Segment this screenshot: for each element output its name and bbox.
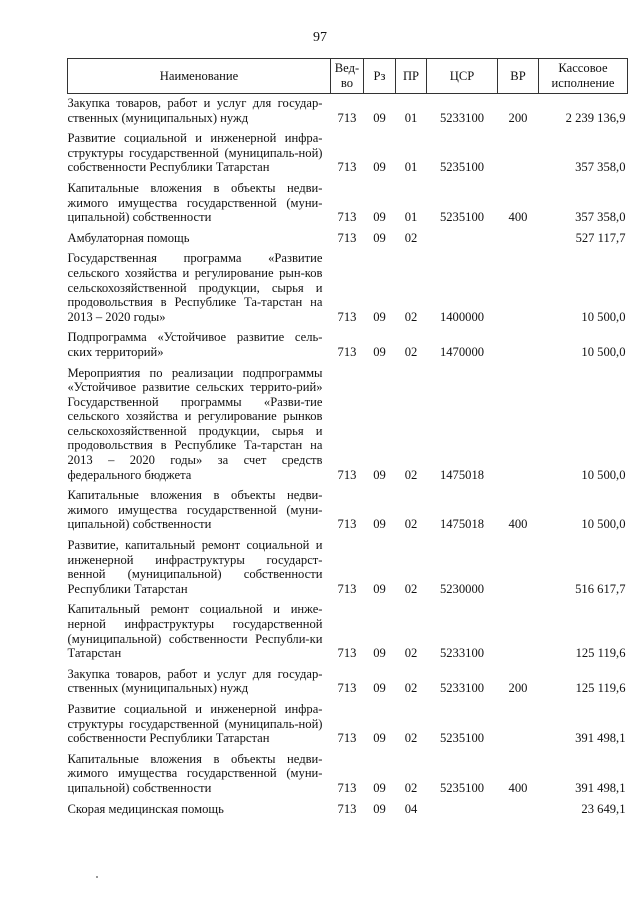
row-csr: 5235100 xyxy=(439,780,485,795)
row-csr: 1475018 xyxy=(439,467,485,482)
header-pr: ПР xyxy=(396,59,427,94)
header-vr: ВР xyxy=(498,59,539,94)
row-csr: 5233100 xyxy=(439,110,485,125)
row-pr: 01 xyxy=(404,210,418,225)
table-header-row xyxy=(68,59,628,94)
row-ved: 713 xyxy=(337,581,357,596)
table-row xyxy=(68,532,628,596)
row-vr xyxy=(498,245,539,324)
row-pr: 02 xyxy=(404,467,418,482)
row-vr xyxy=(498,225,539,246)
row-ved: 713 xyxy=(337,731,357,746)
row-amount: 125 119,6 xyxy=(575,681,626,696)
row-csr xyxy=(427,796,498,817)
row-amount: 357 358,0 xyxy=(575,210,626,225)
row-ved: 713 xyxy=(337,646,357,661)
row-amount: 357 358,0 xyxy=(575,160,626,175)
row-ved: 713 xyxy=(337,780,357,795)
table-row xyxy=(68,125,628,175)
row-csr: 5235100 xyxy=(439,210,485,225)
row-ved: 713 xyxy=(337,160,357,175)
table-row xyxy=(68,245,628,324)
table-row xyxy=(68,661,628,696)
scan-dot xyxy=(96,876,98,878)
row-csr: 5230000 xyxy=(439,581,485,596)
row-ved: 713 xyxy=(337,801,357,816)
row-pr: 02 xyxy=(404,309,418,324)
row-amount: 516 617,7 xyxy=(575,581,626,596)
row-amount: 125 119,6 xyxy=(575,646,626,661)
header-rz: Рз xyxy=(364,59,396,94)
row-vr xyxy=(498,125,539,175)
table-row xyxy=(68,360,628,483)
row-ved: 713 xyxy=(337,210,357,225)
row-name: Капитальный ремонт социальной и инже-нерной инфраструктуры государственной (муниципальной) собственности Республи-ки Татарстан xyxy=(67,602,323,661)
row-amount: 10 500,0 xyxy=(581,467,626,482)
row-csr: 5233100 xyxy=(439,646,485,661)
row-rz: 09 xyxy=(373,517,386,532)
table-row xyxy=(68,482,628,532)
row-csr: 1475018 xyxy=(439,517,485,532)
row-rz: 09 xyxy=(373,160,386,175)
row-vr xyxy=(498,532,539,596)
table-row xyxy=(68,94,628,126)
table-row xyxy=(68,596,628,660)
row-pr: 02 xyxy=(404,344,418,359)
row-name: Подпрограмма «Устойчивое развитие сель-ских территорий» xyxy=(67,330,323,359)
row-ved: 713 xyxy=(337,681,357,696)
row-name: Развитие социальной и инженерной инфра-структуры государственной (муниципаль-ной) собственности Республики Татарстан xyxy=(67,131,323,175)
row-ved: 713 xyxy=(337,467,357,482)
row-name: Закупка товаров, работ и услуг для государ-ственных (муниципальных) нужд xyxy=(67,96,323,125)
row-ved: 713 xyxy=(337,230,357,245)
header-amount: Кассовое исполнение xyxy=(539,59,628,94)
row-vr xyxy=(498,696,539,746)
row-vr: 400 xyxy=(508,517,528,532)
row-csr: 5235100 xyxy=(439,731,485,746)
row-vr: 400 xyxy=(508,210,528,225)
row-name: Государственная программа «Развитие сельского хозяйства и регулирование рын-ков сельскохозяйственной продукции, сырья и продовольствия в Республике Та-тарстан на 2013 – 2020 годы» xyxy=(67,251,323,324)
row-rz: 09 xyxy=(373,110,386,125)
row-amount: 10 500,0 xyxy=(581,309,626,324)
row-vr: 200 xyxy=(508,681,528,696)
row-rz: 09 xyxy=(373,344,386,359)
table-row xyxy=(68,746,628,796)
row-ved: 713 xyxy=(337,344,357,359)
row-name: Мероприятия по реализации подпрограммы «Устойчивое развитие сельских террито-рий» Государственной программы «Разви-тие сельского хозяйства и регулирование рынков сельскохозяйственной продукции, сырья и продовольствия в Республике Та-тарстан на 2013 – 2020 годы» за счет средств федерального бюджета xyxy=(67,365,323,482)
table-row xyxy=(68,175,628,225)
row-vr xyxy=(498,596,539,660)
row-csr: 5233100 xyxy=(439,681,485,696)
row-amount: 2 239 136,9 xyxy=(565,110,626,125)
row-pr: 02 xyxy=(404,517,418,532)
row-pr: 04 xyxy=(404,801,418,816)
row-csr: 1400000 xyxy=(439,309,485,324)
row-amount: 391 498,1 xyxy=(575,731,626,746)
table-row xyxy=(68,225,628,246)
row-rz: 09 xyxy=(373,581,386,596)
table-row xyxy=(68,796,628,817)
row-name: Капитальные вложения в объекты недви-жимого имущества государственной (муни-ципальной) собственности xyxy=(67,751,323,795)
row-amount: 391 498,1 xyxy=(575,780,626,795)
row-rz: 09 xyxy=(373,731,386,746)
row-rz: 09 xyxy=(373,646,386,661)
row-amount: 23 649,1 xyxy=(581,801,626,816)
budget-table xyxy=(67,58,628,816)
row-csr: 1470000 xyxy=(439,344,485,359)
row-name: Капитальные вложения в объекты недви-жимого имущества государственной (муни-ципальной) собственности xyxy=(67,180,323,225)
row-vr xyxy=(498,324,539,359)
row-vr: 200 xyxy=(508,110,528,125)
row-rz: 09 xyxy=(373,681,386,696)
row-amount: 10 500,0 xyxy=(581,344,626,359)
row-vr xyxy=(498,796,539,817)
row-rz: 09 xyxy=(373,210,386,225)
row-pr: 02 xyxy=(404,731,418,746)
row-ved: 713 xyxy=(337,309,357,324)
row-csr: 5235100 xyxy=(439,160,485,175)
row-name: Амбулаторная помощь xyxy=(67,230,190,245)
row-name: Развитие социальной и инженерной инфра-структуры государственной (муниципаль-ной) собственности Республики Татарстан xyxy=(67,701,323,746)
header-ved: Вед- во xyxy=(331,59,364,94)
row-vr: 400 xyxy=(508,780,528,795)
row-name: Развитие, капитальный ремонт социальной и инженерной инфраструктуры государст-венной (муниципальной) собственности Республики Татарстан xyxy=(67,538,323,596)
row-name: Капитальные вложения в объекты недви-жимого имущества государственной (муни-ципальной) собственности xyxy=(67,488,323,532)
row-rz: 09 xyxy=(373,309,386,324)
row-rz: 09 xyxy=(373,780,386,795)
header-csr: ЦСР xyxy=(427,59,498,94)
page-number: 97 xyxy=(313,30,327,45)
row-rz: 09 xyxy=(373,230,386,245)
row-pr: 01 xyxy=(404,110,418,125)
row-name: Закупка товаров, работ и услуг для государ-ственных (муниципальных) нужд xyxy=(67,666,323,696)
table-row xyxy=(68,324,628,359)
row-pr: 02 xyxy=(404,646,418,661)
row-rz: 09 xyxy=(373,467,386,482)
row-vr xyxy=(498,360,539,483)
row-amount: 527 117,7 xyxy=(575,230,626,245)
row-ved: 713 xyxy=(337,517,357,532)
row-pr: 02 xyxy=(404,681,418,696)
header-name: Наименование xyxy=(68,59,331,94)
row-amount: 10 500,0 xyxy=(581,517,626,532)
row-ved: 713 xyxy=(337,110,357,125)
row-pr: 02 xyxy=(404,230,418,245)
table-body xyxy=(68,94,628,817)
row-rz: 09 xyxy=(373,801,386,816)
row-pr: 02 xyxy=(404,780,418,795)
row-pr: 02 xyxy=(404,581,418,596)
row-pr: 01 xyxy=(404,160,418,175)
row-csr xyxy=(427,225,498,246)
row-name: Скорая медицинская помощь xyxy=(67,801,224,816)
table-row xyxy=(68,696,628,746)
